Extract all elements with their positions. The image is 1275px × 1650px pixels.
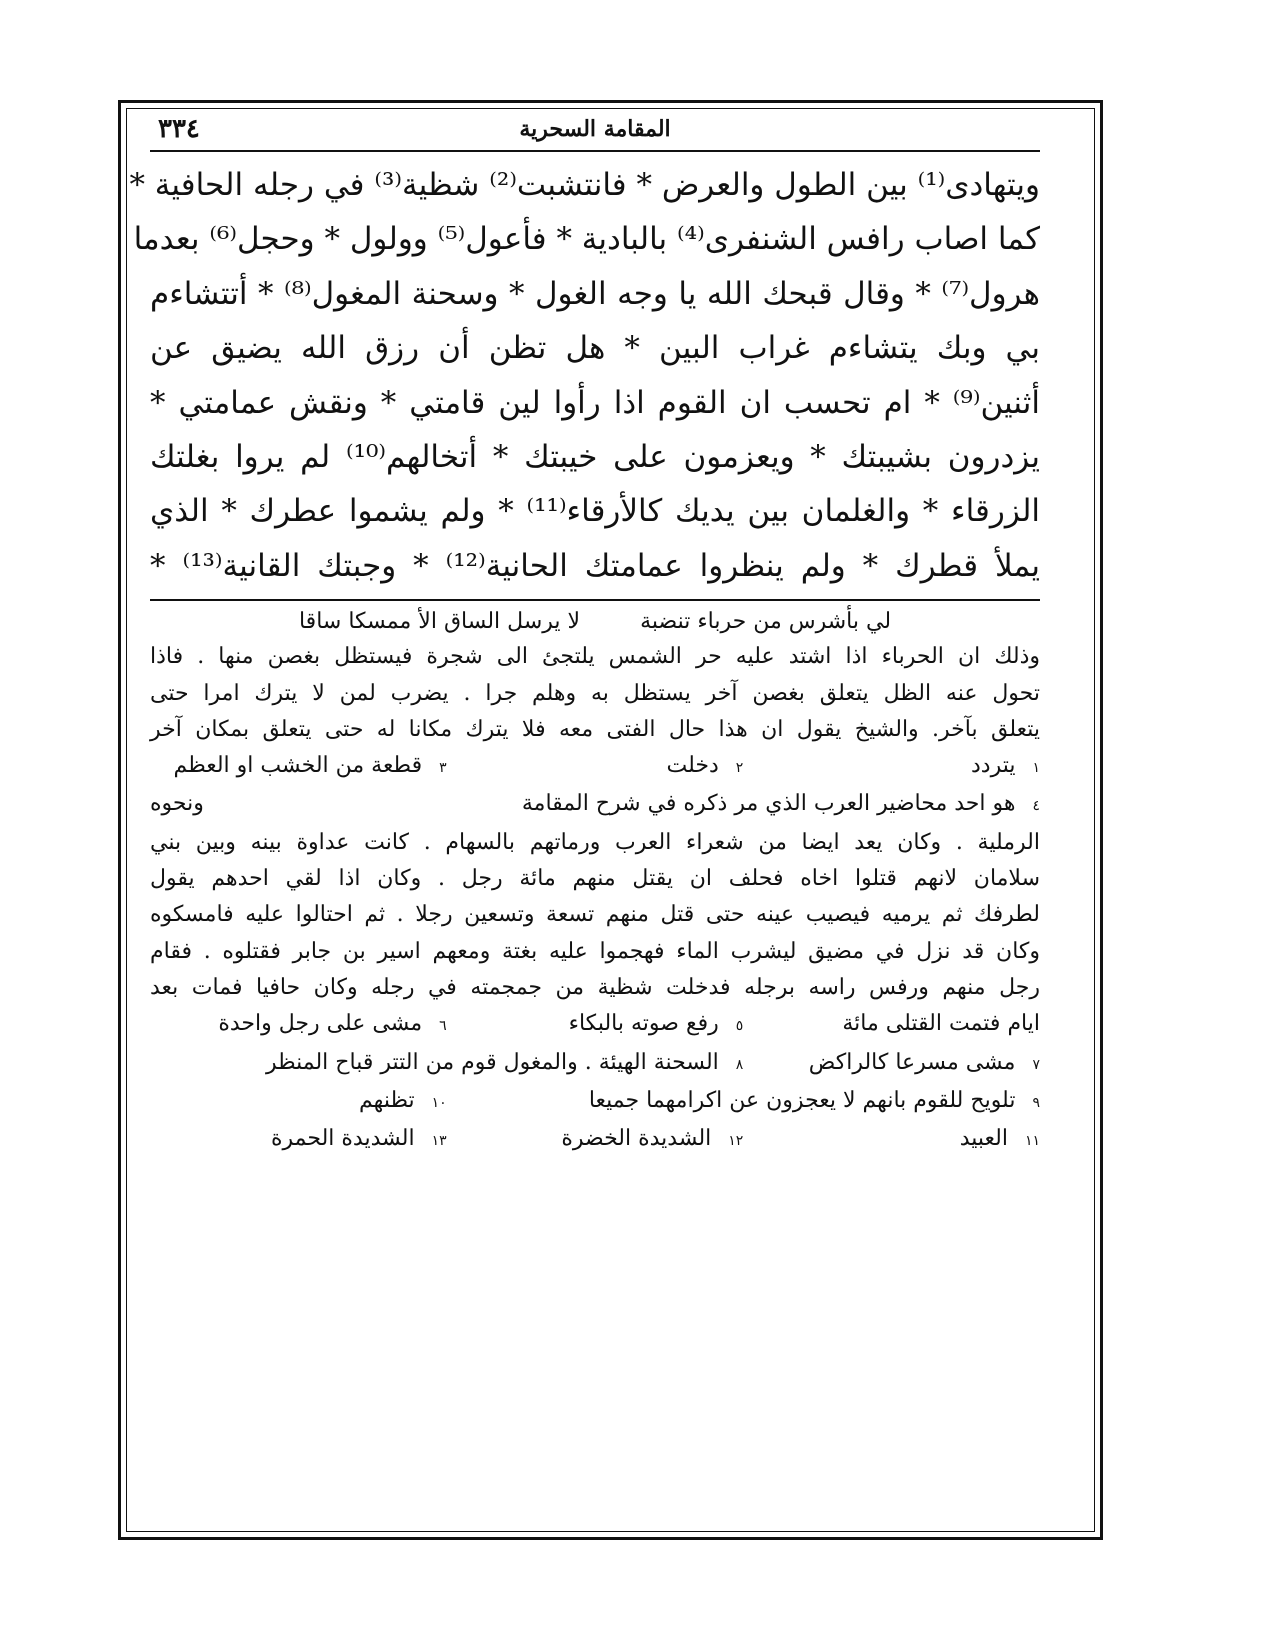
main-text [129,158,1041,593]
footnote-number: ١٢ [728,1133,744,1150]
footnote-text: يتردد [970,753,1016,779]
footnote-number: ٧ [1032,1056,1040,1073]
section-divider [150,599,1040,601]
footnote [447,1006,744,1044]
footnote-text: رفع صوته بالبكاء [568,1011,719,1037]
commentary [150,639,1040,748]
footnote-row [150,748,1040,786]
footnote [150,1121,447,1159]
footnote [150,1083,447,1121]
footnote [743,748,1040,786]
footnote-number: ٦ [439,1018,447,1035]
footnote-number: ٢ [735,760,744,777]
footnote-number: ٤ [1032,798,1040,815]
footnote-text: هو احد محاضير العرب الذي مر ذكره في شرح المقامة [521,791,1016,817]
footnote-row [150,786,1040,824]
commentary-line: يتعلق بآخر. والشيخ يقول ان هذا حال الفتى معه فلا يترك مكانا له حتى يتعلق بمكان آخر [150,716,1040,742]
footnote-number: ١ [1032,760,1040,777]
footnote-number: ١٣ [431,1133,447,1150]
footnote [743,1006,1040,1044]
main-line: ويتهادى⁽¹⁾ بين الطول والعرض * فانتشبت⁽²⁾ شظية⁽³⁾ في رجله الحافية * [129,167,1040,203]
footnote-number: ١١ [1024,1133,1040,1150]
commentary-line: وذلك ان الحرباء اذا اشتد عليه حر الشمس يلتجئ الى شجرة فيستظل بغصن منها . فاذا [150,644,1040,670]
footnote [373,786,1041,824]
page-content [129,112,1041,1159]
footnote-text: تلويح للقوم بانهم لا يعجزون عن اكرامهما جميعا [588,1087,1016,1113]
footnote-number: ٥ [735,1018,744,1035]
footnote [150,1006,447,1044]
footnote [150,748,447,786]
footnote-line: لطرفك ثم يرميه فيصيب عينه حتى قتل منهم تسعة وتسعين رجلا . ثم احتالوا عليه فامسكوه [150,902,1040,928]
main-line: الزرقاء * والغلمان بين يديك كالأرقاء⁽¹¹⁾ * ولم يشموا عطرك * الذي [150,493,1040,530]
footnote [150,1045,743,1083]
main-line: يزدرون بشيبتك * ويعزمون على خيبتك * أتخالهم⁽¹⁰⁾ لم يروا بغلتك [150,439,1040,476]
footnote [447,1121,744,1159]
footnote-text: مشى على رجل واحدة [218,1011,423,1037]
footnote-line: رجل منهم ورفس راسه برجله فدخلت شظية من جمجمته في رجله وكان حافيا فمات بعد [150,974,1040,1000]
footnote-4-body [150,825,1040,1006]
main-line: يملأ قطرك * ولم ينظروا عمامتك الحانية⁽¹²⁾ * وجبتك القانية⁽¹³⁾ * [150,547,1041,584]
main-line: بي وبك يتشاءم غراب البين * هل تظن أن رزق الله يضيق عن [150,330,1040,367]
footnote-text: الشديدة الحمرة [271,1126,415,1152]
footnote-text: دخلت [666,753,719,779]
footnote-text: قطعة من الخشب او العظم [173,753,423,779]
footnote-line: سلامان لانهم قتلوا اخاه فحلف ان يقتل منهم مائة رجل . وكان اذا لقي احدهم يقول [150,866,1040,892]
footnote [447,748,744,786]
footnote-continuation: ونحوه [150,791,204,817]
footnote-line: الرملية . وكان يعد ايضا من شعراء العرب ورماتهم بالسهام . كانت عداوة بينه وبين بني [150,829,1040,855]
page-number: ٣٣٤ [158,114,200,144]
footnote-text: العبيد [959,1126,1008,1152]
footnote-number: ٨ [735,1056,744,1073]
footnote-row [150,1121,1040,1159]
footnote-text: الشديدة الخضرة [561,1126,712,1152]
verse-hemistich-right: لي بأشرس من حرباء تنضبة [640,609,892,635]
footnote-row [150,1006,1040,1044]
footnote [743,1045,1040,1083]
footnote-number: ٩ [1032,1094,1040,1111]
verse [150,605,1040,639]
verse-hemistich-left: لا يرسل الساق الأ ممسكا ساقا [298,609,581,635]
main-line: كما اصاب رافس الشنفرى⁽⁴⁾ بالبادية * فأعول⁽⁵⁾ وولول * وحجل⁽⁶⁾ بعدما [133,221,1040,258]
footnote-line: وكان قد نزل في مضيق ليشرب الماء فهجموا عليه بغتة ومعهم اسير بن جابر فقتلوه . فقام [150,938,1040,964]
footnote-text: السحنة الهيئة . والمغول قوم من التتر قباح المنظر [265,1049,719,1075]
footnote-number: ١٠ [431,1094,447,1111]
footnote [743,1121,1040,1159]
footnote-text: تظنهم [359,1087,415,1113]
chapter-title: المقامة السحرية [519,116,671,142]
footnote-row [150,1045,1040,1083]
footnote-row [150,1083,1040,1121]
footnote-text: مشى مسرعا كالراكض [808,1049,1016,1075]
footnote [447,1083,1040,1121]
footnote-text: ايام فتمت القتلى مائة [842,1011,1040,1037]
main-line: أثنين⁽⁹⁾ * ام تحسب ان القوم اذا رأوا لين قامتي * ونقش عمامتي * [150,384,1040,421]
commentary-line: تحول عنه الظل يتعلق بغصن آخر يستظل به وهلم جرا . يضرب لمن لا يترك امرا حتى [150,680,1040,706]
footnote-number: ٣ [439,760,447,777]
running-header [150,112,1040,152]
main-line: هرول⁽⁷⁾ * وقال قبحك الله يا وجه الغول * وسحنة المغول⁽⁸⁾ * أتتشاءم [150,275,1040,312]
